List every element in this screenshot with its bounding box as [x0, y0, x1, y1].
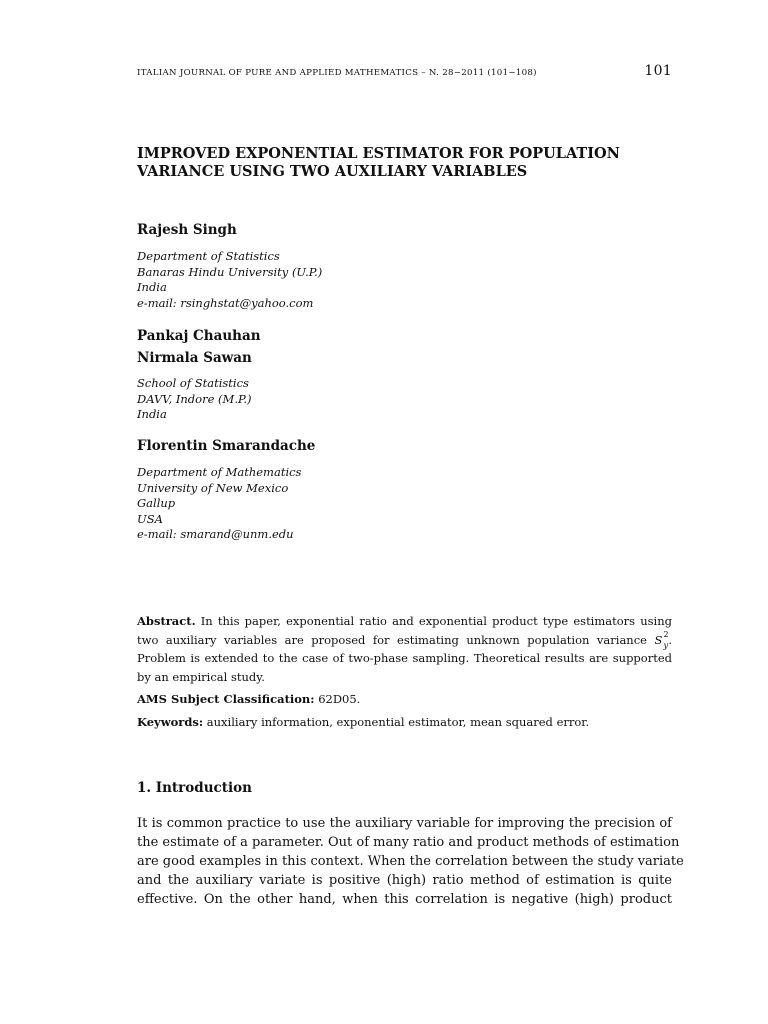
author-affiliation [137, 376, 252, 423]
author-email: e-mail: rsinghstat@yahoo.com [137, 295, 314, 310]
author-affiliation [137, 465, 301, 543]
symbol-subscript: y [663, 640, 668, 650]
author-name: Florentin Smarandache [137, 438, 316, 454]
affiliation-line: University of New Mexico [137, 480, 289, 495]
page-number: 101 [644, 63, 672, 79]
journal-citation: ITALIAN JOURNAL OF PURE AND APPLIED MATHEMATICS – N. 28−2011 (101−108) [137, 68, 537, 78]
section-heading: 1. Introduction [137, 780, 252, 796]
symbol-base: S [654, 632, 663, 647]
title-line-1: IMPROVED EXPONENTIAL ESTIMATOR FOR POPULATION [137, 145, 620, 162]
abstract-text: In this paper, exponential ratio and exponential product type estimators using two auxiliary variables are proposed for estimating unknown population variance [137, 614, 673, 647]
affiliation-line: DAVV, Indore (M.P.) [137, 391, 252, 406]
abstract-paragraph [137, 612, 672, 686]
keywords-value: auxiliary information, exponential estimator, mean squared error. [206, 714, 590, 729]
paper-title [137, 145, 677, 181]
running-head [137, 63, 672, 79]
text-line: are good examples in this context. When the correlation between the study variate [137, 854, 684, 869]
abstract-block [137, 612, 672, 731]
symbol-superscript: 2 [663, 629, 669, 639]
introduction-text [137, 814, 684, 909]
text-line: effective. On the other hand, when this correlation is negative (high) product [137, 892, 672, 907]
author-email: e-mail: smarand@unm.edu [137, 527, 294, 541]
abstract-label: Abstract. [137, 614, 196, 628]
text-line: the estimate of a parameter. Out of many ratio and product methods of estimation [137, 835, 680, 850]
keywords-label: Keywords: [137, 714, 204, 729]
affiliation-line: India [137, 407, 167, 421]
ams-classification [137, 690, 672, 709]
affiliation-line: USA [137, 511, 163, 526]
abstract-text: . Problem is extended to the case of two-phase sampling. Theoretical results are supported by an empirical study. [137, 632, 673, 684]
title-line-2: VARIANCE USING TWO AUXILIARY VARIABLES [137, 163, 528, 180]
ams-value: 62D05. [318, 692, 361, 706]
text-line: and the auxiliary variate is positive (high) ratio method of estimation is quite [137, 873, 672, 888]
ams-label: AMS Subject Classification: [137, 692, 315, 706]
variance-symbol [654, 631, 668, 650]
affiliation-line: School of Statistics [137, 376, 249, 390]
keywords [137, 713, 672, 732]
affiliation-line: India [137, 280, 167, 294]
author-name: Rajesh Singh [137, 222, 237, 238]
affiliation-line: Department of Statistics [137, 249, 280, 263]
affiliation-line: Department of Mathematics [137, 465, 302, 479]
affiliation-line: Banaras Hindu University (U.P.) [137, 264, 323, 279]
author-name: Nirmala Sawan [137, 350, 252, 366]
text-line: It is common practice to use the auxiliary variable for improving the precision of [137, 816, 672, 831]
author-affiliation [137, 249, 322, 311]
author-name: Pankaj Chauhan [137, 328, 261, 344]
affiliation-line: Gallup [137, 496, 176, 510]
